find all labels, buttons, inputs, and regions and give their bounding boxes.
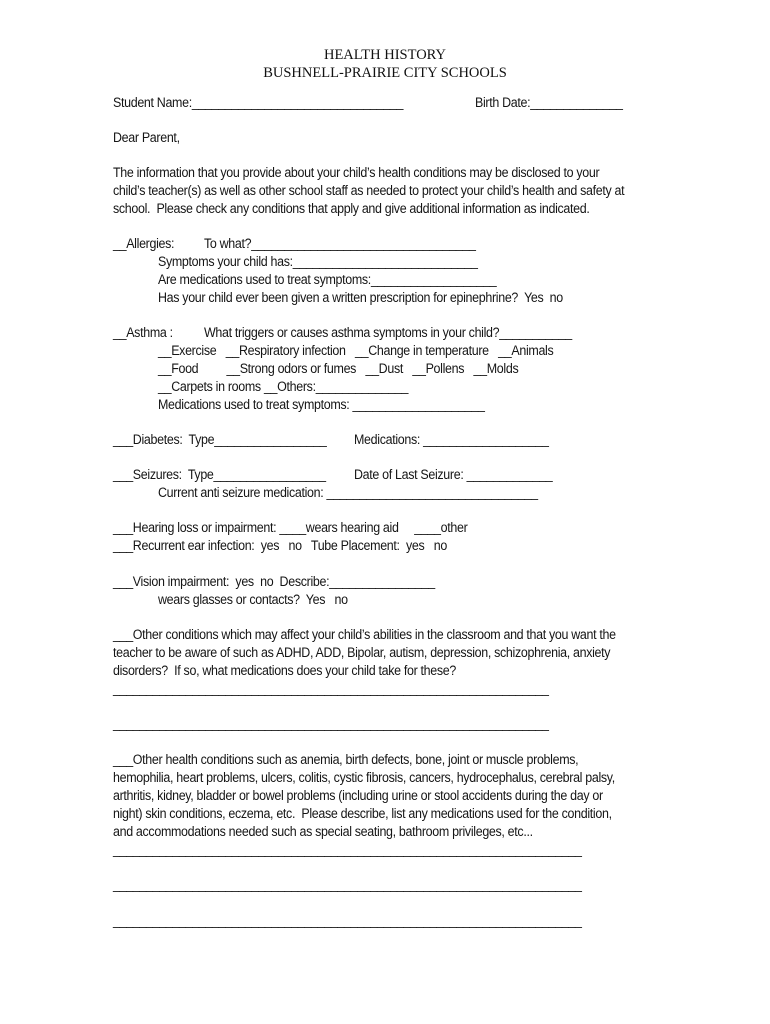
asthma-trigger-options[interactable]: __Exercise __Respiratory infection __Change in temperature __Animals [158, 343, 554, 358]
other-conditions-text: disorders? If so, what medications does your child take for these? [113, 663, 456, 678]
allergies-checkbox[interactable]: __Allergies: [113, 236, 175, 251]
answer-line[interactable]: __________________________________________________________________ [113, 681, 549, 696]
last-seizure-date-field[interactable]: Date of Last Seizure: _____________ [354, 467, 553, 482]
asthma-trigger-options[interactable]: __Carpets in rooms __Others:______________ [158, 379, 409, 394]
allergies-medications-field[interactable]: Are medications used to treat symptoms:___________________ [158, 272, 497, 287]
other-health-text: hemophilia, heart problems, ulcers, colitis, cystic fibrosis, cancers, hydrocephalus, cerebral palsy, [113, 770, 615, 785]
intro-line: school. Please check any conditions that apply and give additional information as indicated. [113, 201, 590, 216]
glasses-question[interactable]: wears glasses or contacts? Yes no [158, 592, 348, 607]
form-title: HEALTH HISTORY [323, 47, 447, 63]
intro-line: child’s teacher(s) as well as other school staff as needed to protect your child’s health and safety at [113, 183, 625, 198]
answer-line[interactable]: _______________________________________________________________________ [113, 842, 582, 857]
hearing-loss-field[interactable]: ___Hearing loss or impairment: ____wears hearing aid ____other [113, 520, 468, 535]
answer-line[interactable]: __________________________________________________________________ [113, 716, 549, 731]
asthma-triggers-field[interactable]: What triggers or causes asthma symptoms in your child?___________ [204, 325, 572, 340]
school-name: BUSHNELL-PRAIRIE CITY SCHOOLS [263, 65, 507, 81]
other-health-text: and accommodations needed such as special seating, bathroom privileges, etc... [113, 824, 533, 839]
diabetes-medications-field[interactable]: Medications: ___________________ [354, 432, 549, 447]
asthma-trigger-options[interactable]: __Food __Strong odors or fumes __Dust __Pollens __Molds [158, 361, 519, 376]
allergies-symptoms-field[interactable]: Symptoms your child has:____________________________ [158, 254, 478, 269]
allergies-to-what-field[interactable]: To what?__________________________________ [204, 236, 476, 251]
seizures-type-field[interactable]: ___Seizures: Type_________________ [113, 467, 326, 482]
other-conditions-text: teacher to be aware of such as ADHD, ADD, Bipolar, autism, depression, schizophrenia, anxiety [113, 645, 611, 660]
intro-line: The information that you provide about your child’s health conditions may be disclosed to your [113, 165, 600, 180]
other-conditions-text: ___Other conditions which may affect your child’s abilities in the classroom and that you want the [113, 627, 616, 642]
birth-date-field[interactable]: Birth Date:______________ [475, 95, 623, 110]
vision-impairment-field[interactable]: ___Vision impairment: yes no Describe:________________ [113, 574, 435, 589]
seizure-medication-field[interactable]: Current anti seizure medication: ________________________________ [158, 485, 538, 500]
ear-infection-field[interactable]: ___Recurrent ear infection: yes no Tube Placement: yes no [113, 538, 447, 553]
diabetes-type-field[interactable]: ___Diabetes: Type_________________ [113, 432, 327, 447]
salutation: Dear Parent, [113, 130, 180, 145]
asthma-checkbox[interactable]: __Asthma : [113, 325, 173, 340]
answer-line[interactable]: _______________________________________________________________________ [113, 913, 582, 928]
other-health-text: arthritis, kidney, bladder or bowel problems (including urine or stool accidents during the day or [113, 788, 603, 803]
answer-line[interactable]: _______________________________________________________________________ [113, 877, 582, 892]
other-health-text: ___Other health conditions such as anemia, birth defects, bone, joint or muscle problems, [113, 752, 579, 767]
epinephrine-question[interactable]: Has your child ever been given a written prescription for epinephrine? Yes no [158, 290, 563, 305]
student-name-field[interactable]: Student Name:________________________________ [113, 95, 404, 110]
other-health-text: night) skin conditions, eczema, etc. Please describe, list any medications used for the condition, [113, 806, 612, 821]
asthma-medications-field[interactable]: Medications used to treat symptoms: ____________________ [158, 397, 485, 412]
